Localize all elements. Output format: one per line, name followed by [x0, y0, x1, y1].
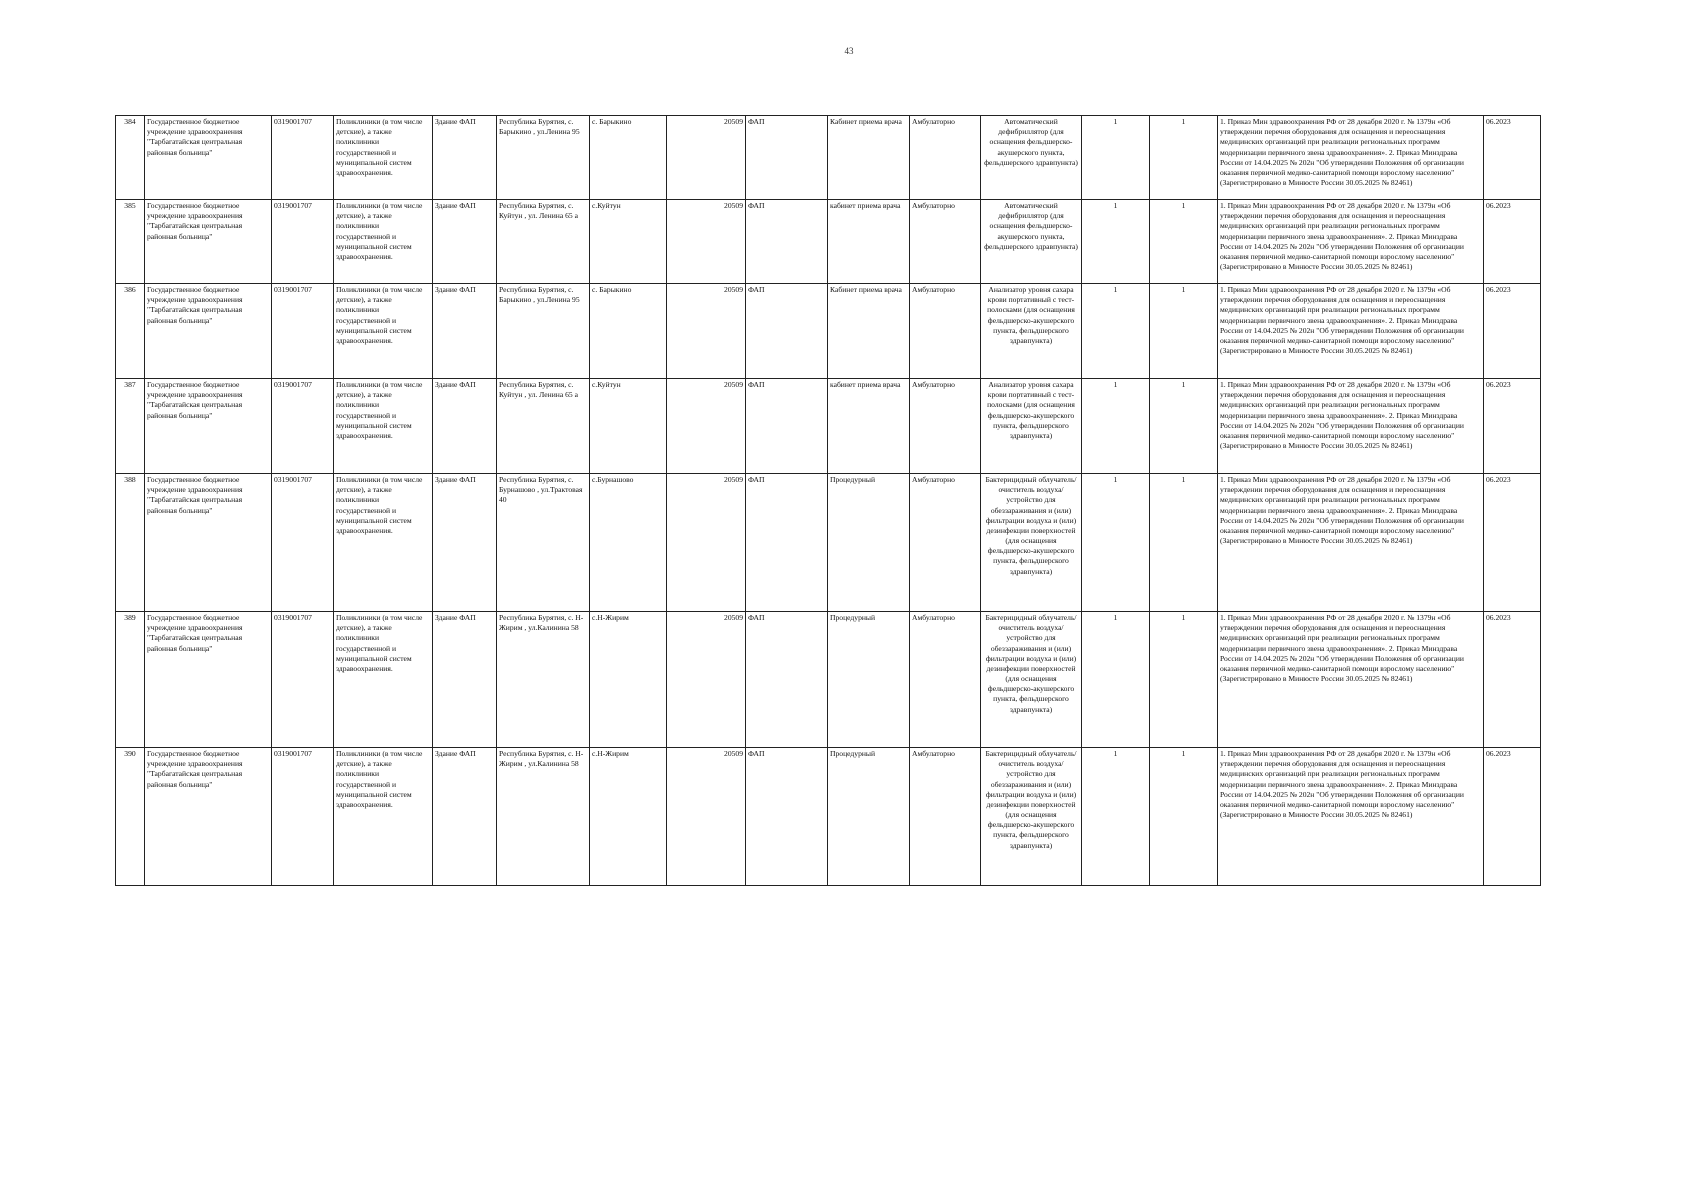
room-name-cell: Процедурный	[828, 748, 910, 886]
table-row	[116, 116, 1541, 200]
organization-inn-cell: 0319001707	[272, 379, 334, 474]
equipment-name-cell: Автоматический дефибриллятор (для оснащения фельдшерско-акушерского пункта, фельдшерского здравпункта)	[981, 200, 1082, 284]
address-cell: Республика Бурятия, с. Куйтун , ул. Ленина 65 а	[497, 200, 590, 284]
table-row	[116, 748, 1541, 886]
legal-basis-cell: 1. Приказ Мин здравоохранения РФ от 28 декабря 2020 г. № 1379н «Об утверждении перечня оборудования для оснащения и переоснащения медицинских организаций при реализации региональных программ модернизации первичного звена здравоохранения». 2. Приказ Минздрава России от 14.04.2025 № 202н "Об утверждении Положения об организации оказания первичной медико-санитарной помощи взрослому населению" (Зарегистрировано в Минюсте России 30.05.2025 № 82461)	[1218, 748, 1484, 886]
row-number-cell: 387	[116, 379, 145, 474]
building-name-cell: Здание ФАП	[433, 200, 497, 284]
date-cell: 06.2023	[1484, 748, 1541, 886]
organization-inn-cell: 0319001707	[272, 748, 334, 886]
area-code-cell: 20509	[667, 748, 746, 886]
quantity-required-cell: 1	[1082, 200, 1150, 284]
date-cell: 06.2023	[1484, 379, 1541, 474]
locality-cell: с.Бурнашово	[590, 474, 667, 612]
equipment-name-cell: Бактерицидный облучатель/очиститель воздуха/устройство для обеззараживания и (или) фильтрации воздуха и (или) дезинфекции поверхностей (для оснащения фельдшерско-акушерского пункта, фельдшерского здравпункта)	[981, 474, 1082, 612]
area-code-cell: 20509	[667, 284, 746, 379]
table-row	[116, 379, 1541, 474]
address-cell: Республика Бурятия, с. Барыкино , ул.Ленина 95	[497, 116, 590, 200]
locality-cell: с. Барыкино	[590, 284, 667, 379]
building-name-cell: Здание ФАП	[433, 284, 497, 379]
address-cell: Республика Бурятия, с. Куйтун , ул. Ленина 65 а	[497, 379, 590, 474]
quantity-required-cell: 1	[1082, 284, 1150, 379]
organization-name-cell: Государственное бюджетное учреждение здравоохранения "Тарбагатайская центральная районная больница"	[145, 474, 272, 612]
locality-cell: с.Куйтун	[590, 379, 667, 474]
area-code-cell: 20509	[667, 379, 746, 474]
address-cell: Республика Бурятия, с. Барыкино , ул.Ленина 95	[497, 284, 590, 379]
legal-basis-cell: 1. Приказ Мин здравоохранения РФ от 28 декабря 2020 г. № 1379н «Об утверждении перечня оборудования для оснащения и переоснащения медицинских организаций при реализации региональных программ модернизации первичного звена здравоохранения». 2. Приказ Минздрава России от 14.04.2025 № 202н "Об утверждении Положения об организации оказания первичной медико-санитарной помощи взрослому населению" (Зарегистрировано в Минюсте России 30.05.2025 № 82461)	[1218, 379, 1484, 474]
quantity-planned-cell: 1	[1150, 284, 1218, 379]
equipment-name-cell: Бактерицидный облучатель/очиститель воздуха/устройство для обеззараживания и (или) фильтрации воздуха и (или) дезинфекции поверхностей (для оснащения фельдшерско-акушерского пункта, фельдшерского здравпункта)	[981, 748, 1082, 886]
date-cell: 06.2023	[1484, 116, 1541, 200]
organization-inn-cell: 0319001707	[272, 116, 334, 200]
date-cell: 06.2023	[1484, 284, 1541, 379]
legal-basis-cell: 1. Приказ Мин здравоохранения РФ от 28 декабря 2020 г. № 1379н «Об утверждении перечня оборудования для оснащения и переоснащения медицинских организаций при реализации региональных программ модернизации первичного звена здравоохранения». 2. Приказ Минздрава России от 14.04.2025 № 202н "Об утверждении Положения об организации оказания первичной медико-санитарной помощи взрослому населению" (Зарегистрировано в Минюсте России 30.05.2025 № 82461)	[1218, 200, 1484, 284]
room-name-cell: Кабинет приема врача	[828, 284, 910, 379]
quantity-required-cell: 1	[1082, 379, 1150, 474]
row-number-cell: 386	[116, 284, 145, 379]
organization-name-cell: Государственное бюджетное учреждение здравоохранения "Тарбагатайская центральная районная больница"	[145, 748, 272, 886]
unit-type-cell: ФАП	[746, 200, 828, 284]
facility-type-cell: Поликлиники (в том числе детские), а также поликлиники государственной и муниципальной систем здравоохранения.	[334, 748, 433, 886]
room-name-cell: кабинет приема врача	[828, 200, 910, 284]
area-code-cell: 20509	[667, 474, 746, 612]
page-number: 43	[844, 46, 854, 56]
locality-cell: с. Барыкино	[590, 116, 667, 200]
building-name-cell: Здание ФАП	[433, 748, 497, 886]
address-cell: Республика Бурятия, с. Бурнашово , ул.Трактовая 40	[497, 474, 590, 612]
organization-name-cell: Государственное бюджетное учреждение здравоохранения "Тарбагатайская центральная районная больница"	[145, 612, 272, 748]
legal-basis-cell: 1. Приказ Мин здравоохранения РФ от 28 декабря 2020 г. № 1379н «Об утверждении перечня оборудования для оснащения и переоснащения медицинских организаций при реализации региональных программ модернизации первичного звена здравоохранения». 2. Приказ Минздрава России от 14.04.2025 № 202н "Об утверждении Положения об организации оказания первичной медико-санитарной помощи взрослому населению" (Зарегистрировано в Минюсте России 30.05.2025 № 82461)	[1218, 284, 1484, 379]
organization-inn-cell: 0319001707	[272, 284, 334, 379]
row-number-cell: 385	[116, 200, 145, 284]
unit-type-cell: ФАП	[746, 116, 828, 200]
row-number-cell: 389	[116, 612, 145, 748]
facility-type-cell: Поликлиники (в том числе детские), а также поликлиники государственной и муниципальной систем здравоохранения.	[334, 200, 433, 284]
organization-inn-cell: 0319001707	[272, 612, 334, 748]
building-name-cell: Здание ФАП	[433, 379, 497, 474]
quantity-required-cell: 1	[1082, 474, 1150, 612]
locality-cell: с.Н-Жирим	[590, 612, 667, 748]
organization-name-cell: Государственное бюджетное учреждение здравоохранения "Тарбагатайская центральная районная больница"	[145, 200, 272, 284]
area-code-cell: 20509	[667, 612, 746, 748]
unit-type-cell: ФАП	[746, 474, 828, 612]
unit-type-cell: ФАП	[746, 379, 828, 474]
unit-type-cell: ФАП	[746, 284, 828, 379]
legal-basis-cell: 1. Приказ Мин здравоохранения РФ от 28 декабря 2020 г. № 1379н «Об утверждении перечня оборудования для оснащения и переоснащения медицинских организаций при реализации региональных программ модернизации первичного звена здравоохранения». 2. Приказ Минздрава России от 14.04.2025 № 202н "Об утверждении Положения об организации оказания первичной медико-санитарной помощи взрослому населению" (Зарегистрировано в Минюсте России 30.05.2025 № 82461)	[1218, 474, 1484, 612]
locality-cell: с.Н-Жирим	[590, 748, 667, 886]
date-cell: 06.2023	[1484, 474, 1541, 612]
area-code-cell: 20509	[667, 116, 746, 200]
care-condition-cell: Амбулаторно	[910, 612, 981, 748]
care-condition-cell: Амбулаторно	[910, 116, 981, 200]
care-condition-cell: Амбулаторно	[910, 200, 981, 284]
table-row	[116, 612, 1541, 748]
row-number-cell: 388	[116, 474, 145, 612]
facility-type-cell: Поликлиники (в том числе детские), а также поликлиники государственной и муниципальной систем здравоохранения.	[334, 474, 433, 612]
facility-type-cell: Поликлиники (в том числе детские), а также поликлиники государственной и муниципальной систем здравоохранения.	[334, 379, 433, 474]
table-row	[116, 200, 1541, 284]
facility-type-cell: Поликлиники (в том числе детские), а также поликлиники государственной и муниципальной систем здравоохранения.	[334, 612, 433, 748]
quantity-planned-cell: 1	[1150, 474, 1218, 612]
room-name-cell: Процедурный	[828, 612, 910, 748]
equipment-name-cell: Анализатор уровня сахара крови портативный с тест-полосками (для оснащения фельдшерско-акушерского пункта, фельдшерского здравпункта)	[981, 379, 1082, 474]
quantity-planned-cell: 1	[1150, 612, 1218, 748]
facility-type-cell: Поликлиники (в том числе детские), а также поликлиники государственной и муниципальной систем здравоохранения.	[334, 116, 433, 200]
legal-basis-cell: 1. Приказ Мин здравоохранения РФ от 28 декабря 2020 г. № 1379н «Об утверждении перечня оборудования для оснащения и переоснащения медицинских организаций при реализации региональных программ модернизации первичного звена здравоохранения». 2. Приказ Минздрава России от 14.04.2025 № 202н "Об утверждении Положения об организации оказания первичной медико-санитарной помощи взрослому населению" (Зарегистрировано в Минюсте России 30.05.2025 № 82461)	[1218, 612, 1484, 748]
care-condition-cell: Амбулаторно	[910, 474, 981, 612]
care-condition-cell: Амбулаторно	[910, 284, 981, 379]
organization-name-cell: Государственное бюджетное учреждение здравоохранения "Тарбагатайская центральная районная больница"	[145, 116, 272, 200]
legal-basis-cell: 1. Приказ Мин здравоохранения РФ от 28 декабря 2020 г. № 1379н «Об утверждении перечня оборудования для оснащения и переоснащения медицинских организаций при реализации региональных программ модернизации первичного звена здравоохранения». 2. Приказ Минздрава России от 14.04.2025 № 202н "Об утверждении Положения об организации оказания первичной медико-санитарной помощи взрослому населению" (Зарегистрировано в Минюсте России 30.05.2025 № 82461)	[1218, 116, 1484, 200]
table-row	[116, 474, 1541, 612]
address-cell: Республика Бурятия, с. Н-Жирим , ул.Калинина 58	[497, 748, 590, 886]
organization-name-cell: Государственное бюджетное учреждение здравоохранения "Тарбагатайская центральная районная больница"	[145, 284, 272, 379]
quantity-required-cell: 1	[1082, 116, 1150, 200]
organization-inn-cell: 0319001707	[272, 200, 334, 284]
facility-type-cell: Поликлиники (в том числе детские), а также поликлиники государственной и муниципальной систем здравоохранения.	[334, 284, 433, 379]
care-condition-cell: Амбулаторно	[910, 379, 981, 474]
unit-type-cell: ФАП	[746, 748, 828, 886]
room-name-cell: Процедурный	[828, 474, 910, 612]
quantity-planned-cell: 1	[1150, 200, 1218, 284]
quantity-required-cell: 1	[1082, 612, 1150, 748]
equipment-name-cell: Анализатор уровня сахара крови портативный с тест-полосками (для оснащения фельдшерско-акушерского пункта, фельдшерского здравпункта)	[981, 284, 1082, 379]
room-name-cell: кабинет приема врача	[828, 379, 910, 474]
equipment-table	[115, 115, 1541, 886]
equipment-name-cell: Бактерицидный облучатель/очиститель воздуха/устройство для обеззараживания и (или) фильтрации воздуха и (или) дезинфекции поверхностей (для оснащения фельдшерско-акушерского пункта, фельдшерского здравпункта)	[981, 612, 1082, 748]
room-name-cell: Кабинет приема врача	[828, 116, 910, 200]
locality-cell: с.Куйтун	[590, 200, 667, 284]
date-cell: 06.2023	[1484, 200, 1541, 284]
date-cell: 06.2023	[1484, 612, 1541, 748]
address-cell: Республика Бурятия, с. Н-Жирим , ул.Калинина 58	[497, 612, 590, 748]
row-number-cell: 390	[116, 748, 145, 886]
building-name-cell: Здание ФАП	[433, 474, 497, 612]
quantity-planned-cell: 1	[1150, 116, 1218, 200]
building-name-cell: Здание ФАП	[433, 612, 497, 748]
organization-inn-cell: 0319001707	[272, 474, 334, 612]
area-code-cell: 20509	[667, 200, 746, 284]
quantity-required-cell: 1	[1082, 748, 1150, 886]
building-name-cell: Здание ФАП	[433, 116, 497, 200]
quantity-planned-cell: 1	[1150, 748, 1218, 886]
row-number-cell: 384	[116, 116, 145, 200]
equipment-name-cell: Автоматический дефибриллятор (для оснащения фельдшерско-акушерского пункта, фельдшерского здравпункта)	[981, 116, 1082, 200]
organization-name-cell: Государственное бюджетное учреждение здравоохранения "Тарбагатайская центральная районная больница"	[145, 379, 272, 474]
table-row	[116, 284, 1541, 379]
care-condition-cell: Амбулаторно	[910, 748, 981, 886]
unit-type-cell: ФАП	[746, 612, 828, 748]
quantity-planned-cell: 1	[1150, 379, 1218, 474]
